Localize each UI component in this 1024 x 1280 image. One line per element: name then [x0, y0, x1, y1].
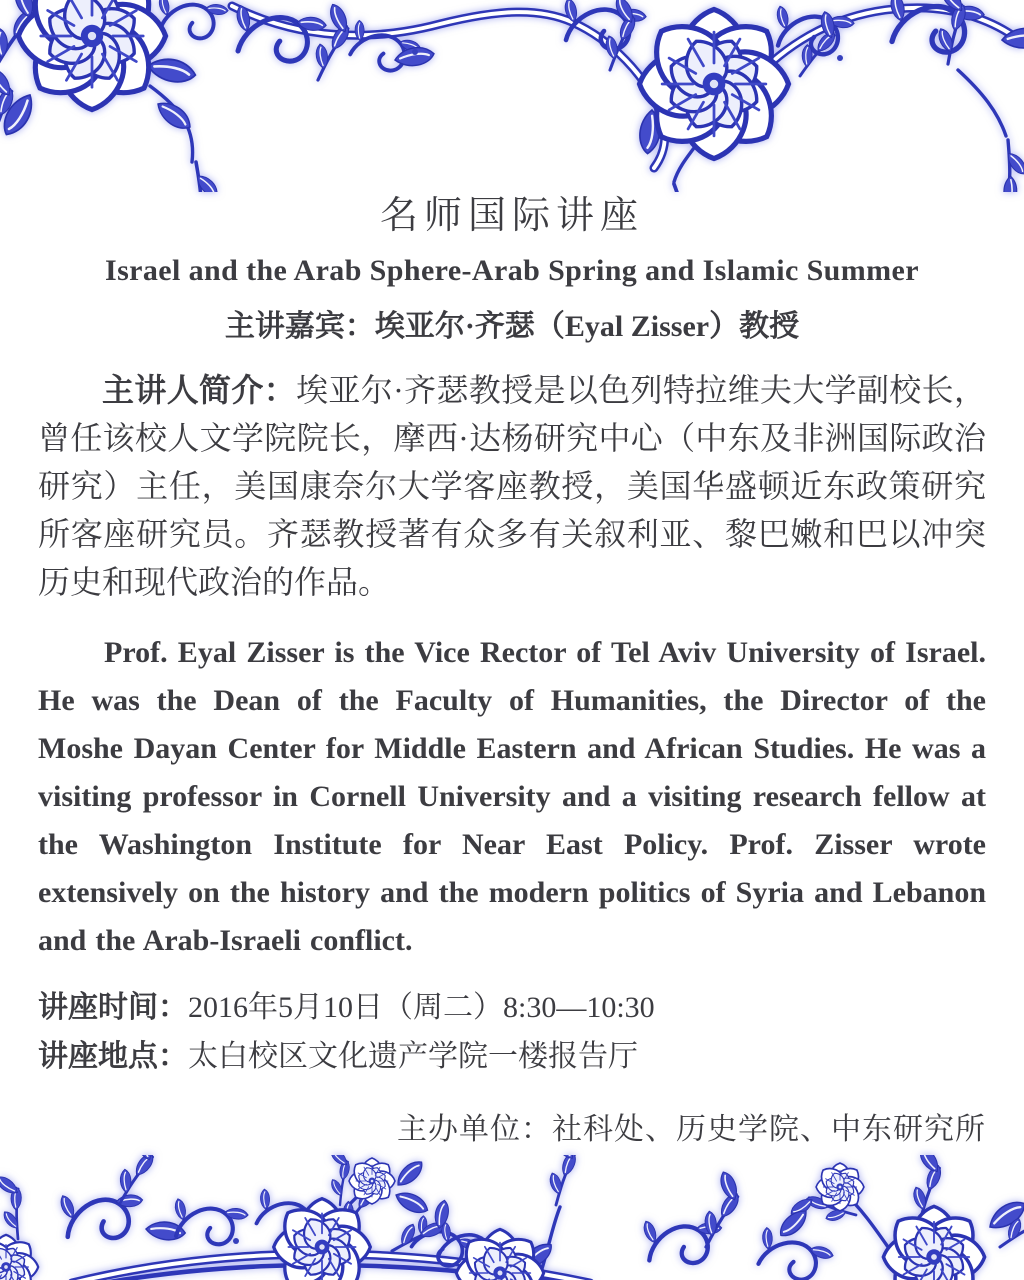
guest-name: 埃亚尔·齐瑟（Eyal Zisser）教授 — [374, 310, 800, 343]
bio-cn-text: 埃亚尔·齐瑟教授是以色列特拉维夫大学副校长，曾任该校人文学院院长，摩西·达杨研究中心（中东及非洲国际政治研究）主任，美国康奈尔大学客座教授，美国华盛顿近东政策研究所客座研究员。齐瑟教授著有众多有关叙利亚、黎巴嫩和巴以冲突历史和现代政治的作品。 — [38, 372, 986, 600]
time-value: 2016年5月10日（周二）8:30—10:30 — [188, 991, 655, 1024]
poster-title: 名师国际讲座 — [379, 195, 644, 237]
organizer-value: 社科处、历史学院、中东研究所 — [552, 1113, 986, 1146]
bio-cn-label: 主讲人简介： — [102, 372, 297, 408]
time-label: 讲座时间： — [38, 991, 188, 1024]
guest-line — [38, 301, 986, 345]
bottom-floral-border — [0, 1155, 1024, 1280]
organizer-line — [38, 1104, 986, 1148]
speaker-bio-chinese — [38, 366, 986, 606]
lecture-title-english: Israel and the Arab Sphere-Arab Spring and Islamic Summer — [105, 254, 919, 287]
top-floral-border — [0, 0, 1024, 192]
location-value: 太白校区文化遗产学院一楼报告厅 — [188, 1040, 638, 1073]
organizer-label: 主办单位： — [397, 1113, 552, 1146]
lecture-location-line — [38, 1037, 986, 1077]
guest-label: 主讲嘉宾： — [224, 310, 375, 343]
lecture-time-line — [38, 988, 986, 1028]
speaker-bio-english: Prof. Eyal Zisser is the Vice Rector of Tel Aviv University of Israel. He was the Dean of the Faculty of Humanities, the Director of the Moshe Dayan Center for Middle Eastern and African Studies. He was a visiting professor in Cornell University and a visiting research fellow at the Washington Institute for Near East Policy. Prof. Zisser wrote extensively on the history and the modern politics of Syria and Lebanon and the Arab-Israeli conflict. — [38, 636, 986, 957]
location-label: 讲座地点： — [38, 1040, 188, 1073]
